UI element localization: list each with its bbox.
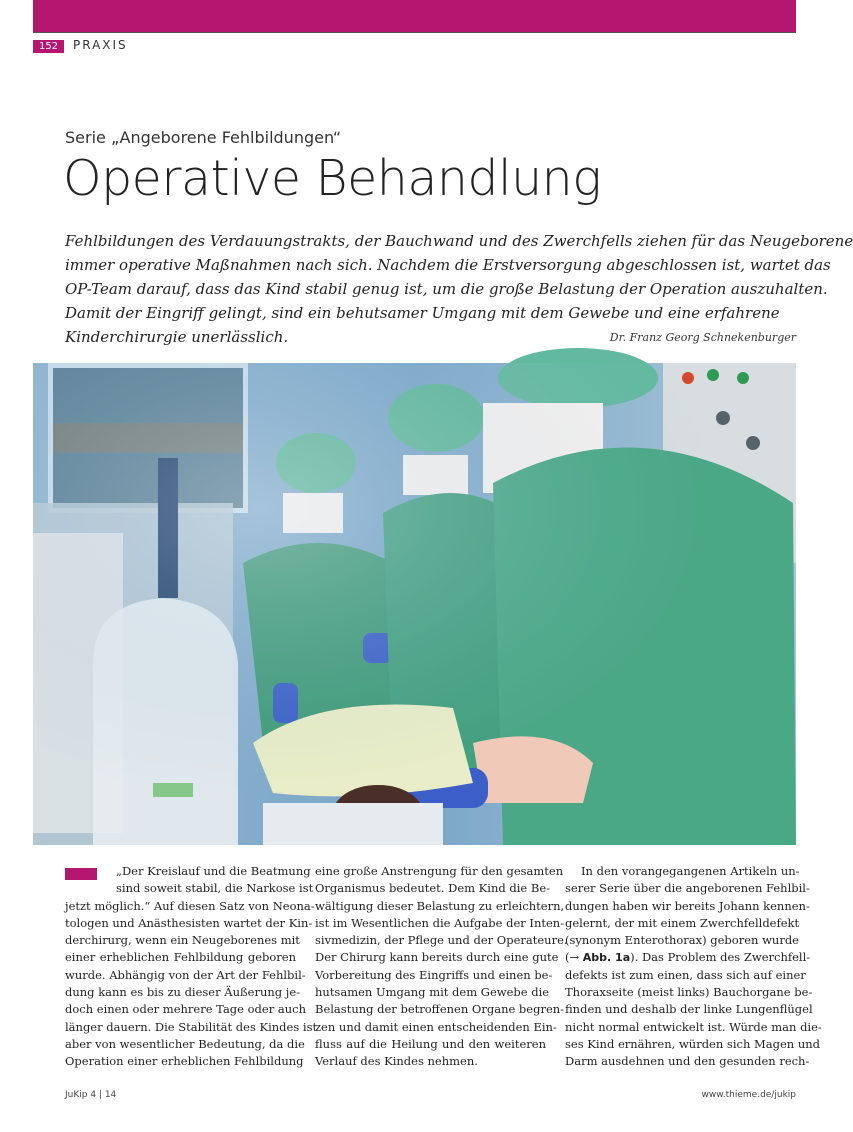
text-line: Vorbereitung des Eingriffs und einen be-	[315, 967, 553, 982]
text-line: wältigung dieser Belastung zu erleichtern,	[315, 898, 565, 913]
text-line: aber von wesentlicher Bedeutung, da die	[65, 1036, 305, 1051]
text-line: dung kann es bis zu dieser Äußerung je-	[65, 985, 301, 1000]
text-line: In den vorangegangenen Artikeln un-	[581, 864, 800, 878]
text-line: Der Chirurg kann bereits durch eine gute	[315, 950, 559, 965]
text-line: sind soweit stabil, die Narkose ist	[116, 881, 314, 896]
header-color-bar	[33, 0, 796, 32]
text-column-2	[315, 863, 568, 1071]
text-line: Organismus bedeutet. Dem Kind die Be-	[315, 881, 551, 896]
text-line: ). Das Problem des Zwerchfell-	[630, 950, 811, 965]
article-title: Operative Behandlung	[63, 150, 602, 207]
text-line: eine große Anstrengung für den gesamten	[315, 864, 564, 878]
text-line: sivmedizin, der Pflege und der Operateure.	[315, 933, 568, 948]
text-line: derchirurg, wenn ein Neugeborenes mit	[65, 933, 300, 948]
text-line: Thoraxseite (meist links) Bauchorgane be-	[565, 985, 813, 1000]
series-label: Serie „Angeborene Fehlbildungen“	[65, 128, 342, 147]
page-number: 152	[33, 40, 64, 53]
text-line: tologen und Anästhesisten wartet der Kin-	[65, 915, 313, 930]
text-line: ist im Wesentlichen die Aufgabe der Inten-	[315, 915, 565, 930]
text-line: länger dauern. Die Stabilität des Kindes ist	[65, 1019, 318, 1034]
lead-line: immer operative Maßnahmen nach sich. Nachdem die Erstversorgung abgeschlossen ist, wartet das	[65, 256, 831, 274]
arrow-prefix: (→	[565, 950, 583, 965]
text-line: doch einen oder mehrere Tage oder auch	[65, 1002, 306, 1017]
author-name: Dr. Franz Georg Schnekenburger	[609, 331, 796, 344]
text-line: zen und damit einen entscheidenden Ein-	[315, 1019, 557, 1034]
lead-line: OP-Team darauf, dass das Kind stabil genug ist, um die große Belastung der Operation auszuhalten.	[65, 280, 828, 298]
lead-line: Kinderchirurgie unerlässlich.	[65, 328, 289, 346]
header-rule	[33, 32, 796, 33]
text-line: serer Serie über die angeborenen Fehlbil-	[565, 881, 810, 896]
text-line: jetzt möglich.“ Auf diesen Satz von Neona-	[65, 898, 315, 913]
lead-line: Fehlbildungen des Verdauungstrakts, der Bauchwand und des Zwerchfells ziehen für das Neugeborene	[65, 232, 853, 250]
text-line: fluss auf die Heilung und den weiteren	[315, 1036, 546, 1051]
text-line: Darm ausdehnen und den gesunden rech-	[565, 1054, 810, 1069]
footer-website[interactable]: www.thieme.de/jukip	[701, 1090, 796, 1100]
text-line: defekts ist zum einen, dass sich auf einer	[565, 967, 806, 982]
text-line: nicht normal entwickelt ist. Würde man die-	[565, 1019, 822, 1034]
text-column-3	[565, 863, 822, 1071]
surgery-team-photo	[33, 363, 796, 845]
footer-journal-issue: JuKip 4 | 14	[65, 1090, 117, 1100]
text-line-with-figure-ref	[565, 949, 811, 966]
text-line: Operation einer erheblichen Fehlbildung	[65, 1054, 304, 1069]
text-line: hutsamen Umgang mit dem Gewebe die	[315, 985, 550, 1000]
text-line: einer erheblichen Fehlbildung geboren	[65, 950, 296, 965]
text-column-1	[65, 863, 318, 1071]
text-line: ses Kind ernähren, würden sich Magen und	[565, 1036, 821, 1051]
text-line: finden und deshalb der linke Lungenflügel	[565, 1002, 813, 1017]
text-line: wurde. Abhängig von der Art der Fehlbil-	[65, 967, 306, 982]
text-line: (synonym Enterothorax) geboren wurde	[565, 933, 799, 948]
figure-reference-link[interactable]: Abb. 1a	[582, 951, 631, 965]
text-line: „Der Kreislauf und die Beatmung	[116, 864, 311, 878]
lead-line: Damit der Eingriff gelingt, sind ein behutsamer Umgang mit dem Gewebe und eine erfahrene	[65, 304, 780, 322]
section-label: PRAXIS	[73, 38, 128, 52]
text-line: gelernt, der mit einem Zwerchfelldefekt	[565, 915, 800, 930]
text-line: dungen haben wir bereits Johann kennen-	[565, 898, 810, 913]
text-line: Verlauf des Kindes nehmen.	[315, 1054, 478, 1069]
text-line: Belastung der betroffenen Organe begren-	[315, 1002, 565, 1017]
